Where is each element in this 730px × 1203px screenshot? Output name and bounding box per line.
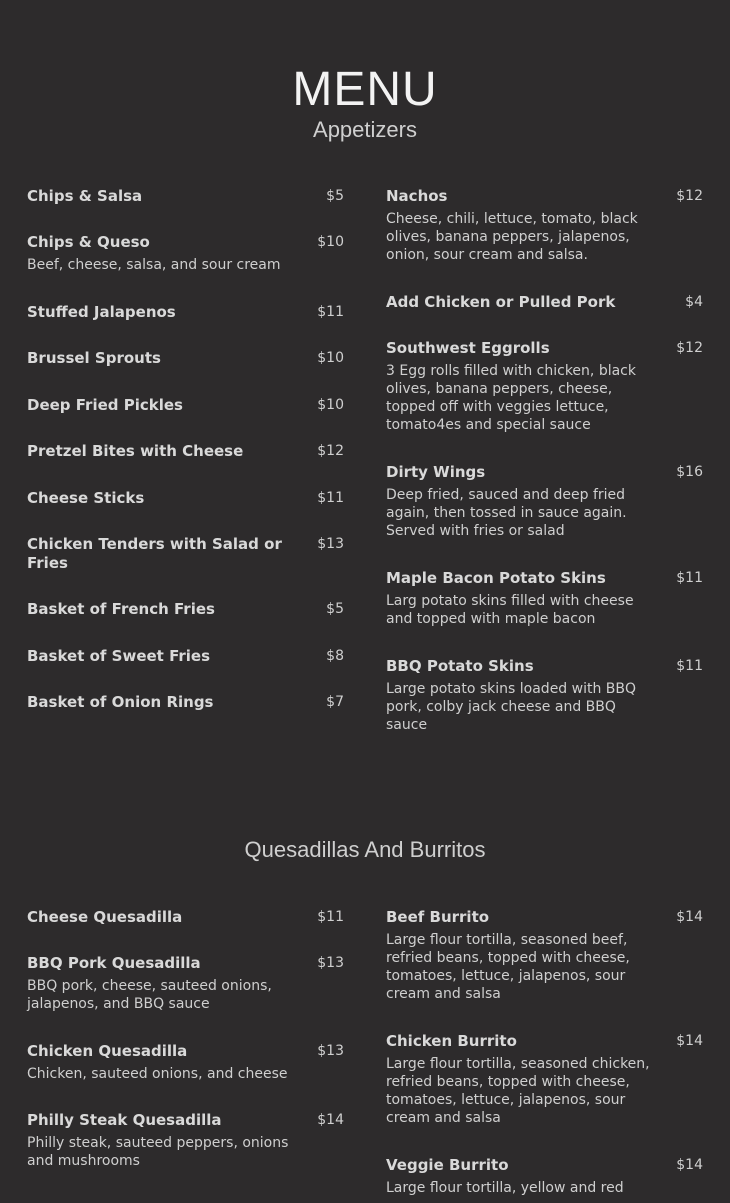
item-name: Add Chicken or Pulled Pork	[386, 293, 616, 311]
item-description: Cheese, chili, lettuce, tomato, black olives, banana peppers, jalapenos, onion, sour cream and salsa.	[386, 211, 638, 263]
item-name: Chicken Burrito	[386, 1032, 517, 1050]
item-price: $13	[317, 955, 344, 971]
item-description: Large flour tortilla, seasoned beef, refried beans, topped with cheese, tomatoes, lettuce, jalapenos, sour cream and salsa	[386, 932, 630, 1002]
menu-item-basket-of-french-fries	[27, 600, 344, 619]
item-name: Brussel Sprouts	[27, 349, 161, 367]
item-name: Basket of Sweet Fries	[27, 647, 211, 665]
menu-item-chicken-tenders-with-salad-or-fries	[27, 535, 344, 573]
item-name: Deep Fried Pickles	[27, 396, 183, 414]
menu-item-chips-queso	[27, 233, 344, 274]
menu-item-add-chicken-or-pulled-pork	[386, 293, 703, 312]
item-price: $11	[676, 658, 703, 674]
section-title-appetizers: Appetizers	[313, 117, 417, 142]
item-description: Philly steak, sauteed peppers, onions and mushrooms	[27, 1135, 289, 1169]
menu-item-beef-burrito	[386, 908, 703, 1003]
item-name: Chicken Quesadilla	[27, 1042, 188, 1060]
menu-item-bbq-pork-quesadilla	[27, 954, 344, 1013]
item-name: Southwest Eggrolls	[386, 339, 550, 357]
item-price: $13	[317, 536, 344, 552]
item-price: $7	[326, 694, 344, 710]
item-name: Philly Steak Quesadilla	[27, 1111, 222, 1129]
item-price: $11	[317, 490, 344, 506]
menu-item-philly-steak-quesadilla	[27, 1111, 344, 1170]
menu-title: MENU	[292, 63, 438, 116]
menu-item-basket-of-onion-rings	[27, 693, 344, 712]
item-name: Chicken Tenders with Salad or Fries	[27, 535, 282, 572]
menu-item-southwest-eggrolls	[386, 339, 703, 434]
item-description: Large flour tortilla, seasoned chicken, refried beans, topped with cheese, tomatoes, lettuce, jalapenos, sour cream and salsa	[386, 1056, 650, 1126]
menu-item-pretzel-bites-with-cheese	[27, 442, 344, 461]
item-description: Deep fried, sauced and deep fried again, then tossed in sauce again. Served with fries or salad	[386, 487, 627, 539]
item-name: Pretzel Bites with Cheese	[27, 442, 244, 460]
menu-item-cheese-quesadilla	[27, 908, 344, 927]
menu-item-deep-fried-pickles	[27, 396, 344, 415]
item-price: $12	[676, 340, 703, 356]
item-price: $12	[317, 443, 344, 459]
item-name: Nachos	[386, 187, 448, 205]
item-description: Large flour tortilla, yellow and red	[386, 1180, 624, 1196]
item-price: $11	[676, 570, 703, 586]
menu-item-cheese-sticks	[27, 489, 344, 508]
menu-item-chicken-quesadilla	[27, 1042, 344, 1083]
menu-item-basket-of-sweet-fries	[27, 647, 344, 666]
item-price: $16	[676, 464, 703, 480]
item-name: Chips & Queso	[27, 233, 150, 251]
item-price: $14	[676, 909, 703, 925]
item-description: BBQ pork, cheese, sauteed onions, jalapenos, and BBQ sauce	[27, 978, 272, 1012]
item-price: $8	[326, 648, 344, 664]
item-price: $13	[317, 1043, 344, 1059]
item-description: 3 Egg rolls filled with chicken, black olives, banana peppers, cheese, topped off with veggies lettuce, tomato4es and special sauce	[386, 363, 636, 433]
item-price: $5	[326, 601, 344, 617]
section-title-quesadillas-burritos: Quesadillas And Burritos	[244, 837, 486, 862]
item-price: $10	[317, 234, 344, 250]
item-name: Cheese Quesadilla	[27, 908, 183, 926]
item-description: Chicken, sauteed onions, and cheese	[27, 1066, 288, 1082]
item-price: $14	[676, 1033, 703, 1049]
item-name: Cheese Sticks	[27, 489, 145, 507]
menu-item-stuffed-jalapenos	[27, 303, 344, 322]
item-name: Beef Burrito	[386, 908, 490, 926]
menu-item-bbq-potato-skins	[386, 657, 703, 734]
menu-item-veggie-burrito	[386, 1156, 703, 1197]
item-price: $12	[676, 188, 703, 204]
item-description: Larg potato skins filled with cheese and topped with maple bacon	[386, 593, 634, 627]
menu-item-maple-bacon-potato-skins	[386, 569, 703, 628]
item-description: Large potato skins loaded with BBQ pork, colby jack cheese and BBQ sauce	[386, 681, 637, 733]
item-price: $10	[317, 397, 344, 413]
item-price: $14	[317, 1112, 344, 1128]
item-name: Stuffed Jalapenos	[27, 303, 176, 321]
item-name: Chips & Salsa	[27, 187, 143, 205]
item-price: $4	[685, 294, 703, 310]
menu-item-chips-salsa	[27, 187, 344, 206]
item-name: BBQ Pork Quesadilla	[27, 954, 201, 972]
item-price: $5	[326, 188, 344, 204]
item-name: Dirty Wings	[386, 463, 486, 481]
item-price: $14	[676, 1157, 703, 1173]
item-price: $11	[317, 304, 344, 320]
item-price: $10	[317, 350, 344, 366]
item-name: BBQ Potato Skins	[386, 657, 534, 675]
menu-item-nachos	[386, 187, 703, 264]
item-name: Maple Bacon Potato Skins	[386, 569, 606, 587]
item-name: Basket of French Fries	[27, 600, 215, 618]
item-name: Basket of Onion Rings	[27, 693, 214, 711]
item-price: $11	[317, 909, 344, 925]
item-description: Beef, cheese, salsa, and sour cream	[27, 257, 281, 273]
menu-item-brussel-sprouts	[27, 349, 344, 368]
item-name: Veggie Burrito	[386, 1156, 509, 1174]
menu-item-dirty-wings	[386, 463, 703, 540]
menu-item-chicken-burrito	[386, 1032, 703, 1127]
